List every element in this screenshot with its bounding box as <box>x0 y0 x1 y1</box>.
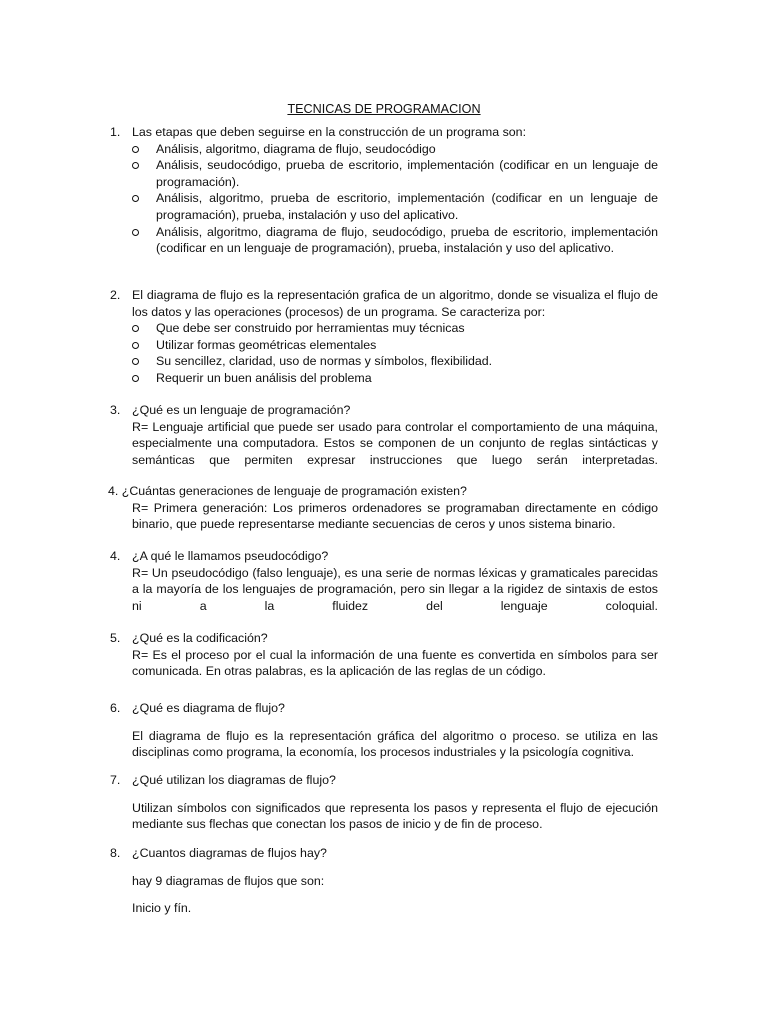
question <box>110 402 658 419</box>
options-list <box>110 141 658 257</box>
circle-bullet-icon <box>132 325 139 332</box>
item-6 <box>110 700 658 761</box>
item-4 <box>110 548 658 614</box>
circle-bullet-icon <box>132 229 139 236</box>
circle-bullet-icon <box>132 342 139 349</box>
item-5 <box>110 630 658 680</box>
question-text: 4. ¿Cuántas generaciones de lenguaje de programación existen? <box>108 484 467 498</box>
item-number: 8. <box>110 846 121 860</box>
answer-text: R= Lenguaje artificial que puede ser usado para controlar el comportamiento de una máquina, especialmente una computadora. Estos se componen de un conjunto de reglas sintácticas y semánticas que permiten expresar instrucciones que luego serán interpretadas. <box>132 419 658 467</box>
circle-bullet-icon <box>132 358 139 365</box>
item-8 <box>110 845 658 917</box>
answer-text: Utilizan símbolos con significados que representa los pasos y representa el flujo de ejecución mediante sus flechas que conectan los pasos de inicio y de fin de proceso. <box>132 800 658 832</box>
circle-bullet-icon <box>132 375 139 382</box>
list-item: Requerir un buen análisis del problema <box>156 370 658 387</box>
question <box>110 845 658 862</box>
circle-bullet-icon <box>132 162 139 169</box>
item-number: 6. <box>110 701 121 715</box>
item-text: El diagrama de flujo es la representación grafica de un algoritmo, donde se visualiza el flujo de los datos y las operaciones (procesos) de un programa. Se caracteriza por: <box>132 288 658 319</box>
list-item: Análisis, algoritmo, diagrama de flujo, seudocódigo <box>156 141 658 158</box>
item-2 <box>110 287 658 387</box>
question-text: ¿Qué utilizan los diagramas de flujo? <box>132 773 336 787</box>
list-item: Su sencillez, claridad, uso de normas y símbolos, flexibilidad. <box>156 353 658 370</box>
item-text: Las etapas que deben seguirse en la construcción de un programa son: <box>132 125 527 139</box>
answer-extra-text: Inicio y fín. <box>132 901 192 916</box>
answer-text: hay 9 diagramas de flujos que son: <box>132 873 325 888</box>
answer-text: R= Un pseudocódigo (falso lenguaje), es una serie de normas léxicas y gramaticales parecidas a la mayoría de los lenguajes de programación, pero sin llegar a la rigidez de sintaxis de estos ni a la fluidez del lenguaje coloquial. <box>132 565 658 613</box>
item-number: 7. <box>110 773 121 787</box>
item-3 <box>110 402 658 468</box>
question-text: ¿Qué es un lenguaje de programación? <box>132 403 351 417</box>
question <box>110 772 658 789</box>
answer-text: El diagrama de flujo es la representación gráfica del algoritmo o proceso. se utiliza en las disciplinas como programa, la economía, los procesos industriales y la psicología cognitiva. <box>132 728 658 760</box>
question-text: ¿Qué es la codificación? <box>132 631 268 645</box>
features-list <box>110 320 658 386</box>
item-2-prompt <box>110 287 658 320</box>
circle-bullet-icon <box>132 195 139 202</box>
question-text: ¿Cuantos diagramas de flujos hay? <box>132 846 327 860</box>
answer-text: R= Es el proceso por el cual la información de una fuente es convertida en símbolos para ser comunicada. En otras palabras, es la aplicación de las reglas de un código. <box>132 647 658 679</box>
document-title: TECNICAS DE PROGRAMACION <box>287 102 481 116</box>
item-7 <box>110 772 658 833</box>
question <box>110 700 658 717</box>
circle-bullet-icon <box>132 146 139 153</box>
item-number: 3. <box>110 403 121 417</box>
list-item: Análisis, algoritmo, prueba de escritorio, implementación (codificar en un lenguaje de programación), prueba, instalación y uso del aplicativo. <box>156 190 658 223</box>
question <box>110 548 658 565</box>
question-text: ¿A qué le llamamos pseudocódigo? <box>132 549 329 563</box>
list-item: Que debe ser construido por herramientas muy técnicas <box>156 320 658 337</box>
item-1 <box>110 124 658 257</box>
answer-text: R= Primera generación: Los primeros ordenadores se programaban directamente en código binario, que puede representarse mediante secuencias de ceros y unos sistema binario. <box>132 500 658 532</box>
question-text: ¿Qué es diagrama de flujo? <box>132 701 285 715</box>
item-number: 2. <box>110 288 121 302</box>
item-number: 5. <box>110 631 121 645</box>
question <box>110 630 658 647</box>
item-number: 4. <box>110 549 121 563</box>
item-1-prompt <box>110 124 658 141</box>
list-item: Análisis, algoritmo, diagrama de flujo, seudocódigo, prueba de escritorio, implementación (codificar en un lenguaje de programación), prueba, instalación y uso del aplicativo. <box>156 224 658 257</box>
item-generations <box>108 483 658 533</box>
list-item: Análisis, seudocódigo, prueba de escritorio, implementación (codificar en un lenguaje de programación). <box>156 157 658 190</box>
list-item: Utilizar formas geométricas elementales <box>156 337 658 354</box>
item-number: 1. <box>110 125 121 139</box>
